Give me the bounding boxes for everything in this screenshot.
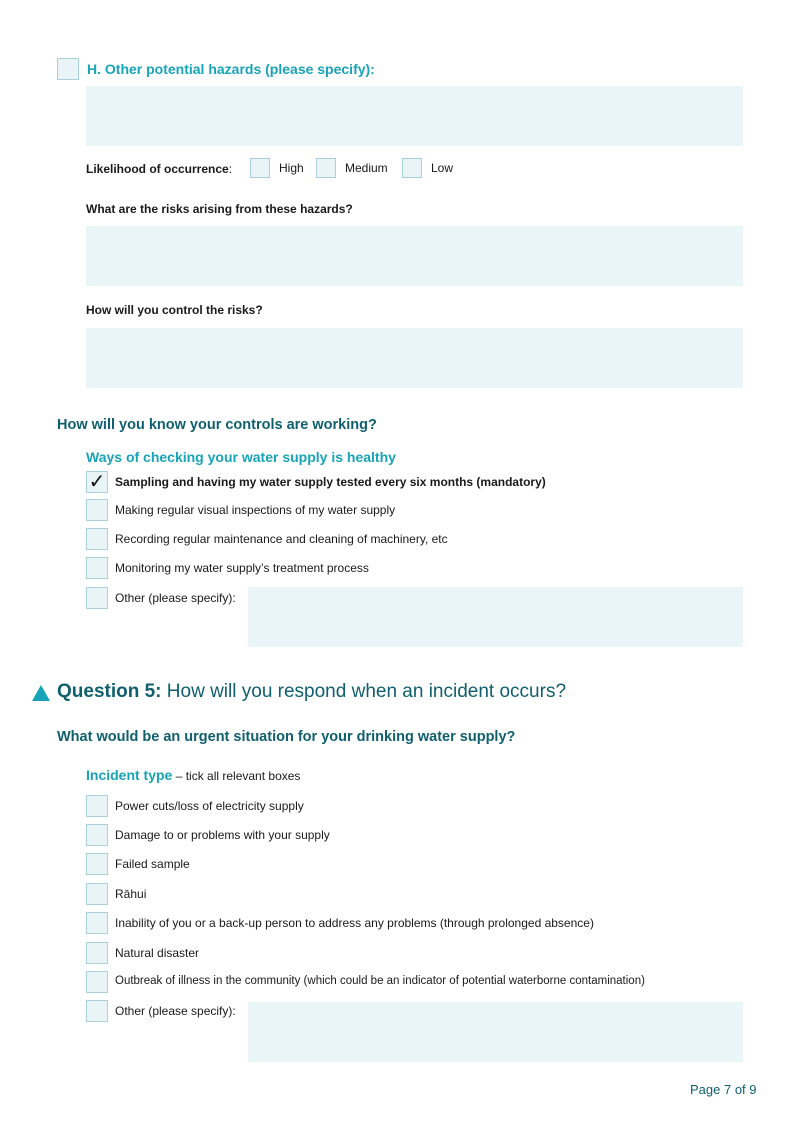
incident-2-label: Failed sample <box>115 857 190 871</box>
hazard-h-title: H. Other potential hazards (please specify): <box>87 61 375 77</box>
incident-7-checkbox[interactable] <box>86 1000 108 1022</box>
hazard-h-field[interactable] <box>86 86 743 146</box>
incident-5-checkbox[interactable] <box>86 942 108 964</box>
likelihood-high-label: High <box>279 161 304 175</box>
incident-6-checkbox[interactable] <box>86 971 108 993</box>
checkmark-icon: ✓ <box>88 471 106 493</box>
control-item-2-checkbox[interactable] <box>86 528 108 550</box>
incident-3-label: Rāhui <box>115 887 147 901</box>
control-item-0-label: Sampling and having my water supply tested every six months (mandatory) <box>115 475 546 489</box>
control-item-4-label: Other (please specify): <box>115 591 236 605</box>
incident-0-checkbox[interactable] <box>86 795 108 817</box>
control-item-1-label: Making regular visual inspections of my water supply <box>115 503 396 517</box>
control-item-3-checkbox[interactable] <box>86 557 108 579</box>
likelihood-high-checkbox[interactable] <box>250 158 270 178</box>
likelihood-label: Likelihood of occurrence: <box>86 162 233 176</box>
control-item-2-label: Recording regular maintenance and cleaning of machinery, etc <box>115 532 448 546</box>
incident-2-checkbox[interactable] <box>86 853 108 875</box>
incident-5-label: Natural disaster <box>115 946 200 960</box>
risks-question: What are the risks arising from these hazards? <box>86 202 353 216</box>
controls-heading: How will you know your controls are working? <box>57 417 377 433</box>
page-number: Page 7 of 9 <box>690 1082 757 1097</box>
control-item-3-label: Monitoring my water supply’s treatment process <box>115 561 369 575</box>
control-field[interactable] <box>86 328 743 388</box>
incident-0-label: Power cuts/loss of electricity supply <box>115 799 304 813</box>
likelihood-low-checkbox[interactable] <box>402 158 422 178</box>
incident-3-checkbox[interactable] <box>86 883 108 905</box>
risks-field[interactable] <box>86 226 743 286</box>
likelihood-medium-label: Medium <box>345 161 388 175</box>
control-item-4-checkbox[interactable] <box>86 587 108 609</box>
likelihood-medium-checkbox[interactable] <box>316 158 336 178</box>
incident-1-checkbox[interactable] <box>86 824 108 846</box>
question-triangle-icon <box>32 685 50 701</box>
incident-7-label: Other (please specify): <box>115 1004 236 1018</box>
control-item-1-checkbox[interactable] <box>86 499 108 521</box>
control-other-field[interactable] <box>248 587 743 647</box>
incident-1-label: Damage to or problems with your supply <box>115 828 330 842</box>
incident-type-label: Incident type – tick all relevant boxes <box>86 767 301 783</box>
likelihood-low-label: Low <box>431 161 454 175</box>
control-item-0-checkbox[interactable] <box>86 471 108 493</box>
incident-6-label: Outbreak of illness in the community (which could be an indicator of potential waterborne contamination) <box>115 975 645 987</box>
control-question: How will you control the risks? <box>86 303 263 317</box>
incident-4-label: Inability of you or a back-up person to address any problems (through prolonged absence) <box>115 916 594 930</box>
urgent-heading: What would be an urgent situation for your drinking water supply? <box>57 729 516 745</box>
question5-title: Question 5: How will you respond when an incident occurs? <box>57 681 567 702</box>
incident-other-field[interactable] <box>248 1002 743 1062</box>
controls-subheading: Ways of checking your water supply is healthy <box>86 449 396 465</box>
hazard-h-checkbox[interactable] <box>57 58 79 80</box>
incident-4-checkbox[interactable] <box>86 912 108 934</box>
